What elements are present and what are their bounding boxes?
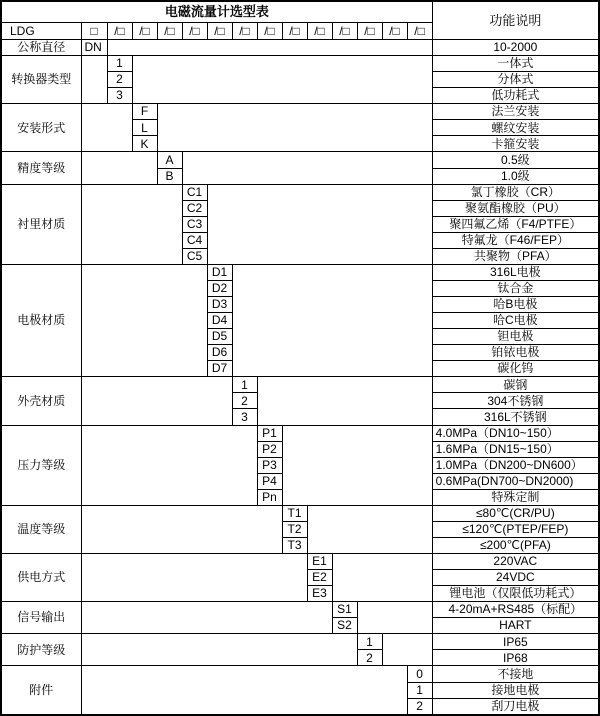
- merged-empty-cell: [81, 104, 132, 152]
- category-label: 温度等级: [1, 505, 81, 553]
- option-row: [1, 377, 599, 393]
- option-description: 一体式: [432, 56, 599, 72]
- option-description: 卡箍安装: [432, 136, 599, 152]
- option-code: D4: [207, 313, 232, 329]
- merged-empty-cell: [232, 264, 432, 376]
- category-label: 公称直径: [1, 40, 81, 56]
- merged-empty-cell: [81, 505, 282, 553]
- option-code: T2: [282, 521, 307, 537]
- option-row: [1, 634, 599, 650]
- merged-empty-cell: [81, 377, 232, 425]
- option-description: 碳钢: [432, 377, 599, 393]
- option-description: ≤200℃(PFA): [432, 537, 599, 553]
- option-description: 锂电池（仅限低功耗式）: [432, 586, 599, 602]
- option-code: E3: [307, 586, 332, 602]
- merged-empty-cell: [282, 425, 432, 505]
- option-description: 1.0级: [432, 168, 599, 184]
- option-description: 220VAC: [432, 554, 599, 570]
- option-description: 特氟龙（F46/FEP）: [432, 232, 599, 248]
- merged-empty-cell: [307, 505, 432, 553]
- option-description: 钽电极: [432, 329, 599, 345]
- option-code: P2: [257, 441, 282, 457]
- category-label: 安装形式: [1, 104, 81, 152]
- option-description: ≤120℃(PTEP/FEP): [432, 521, 599, 537]
- slash-box-placeholder: /□: [132, 23, 157, 40]
- option-code: C5: [182, 248, 207, 264]
- slash-box-placeholder: /□: [107, 23, 132, 40]
- option-code: 1: [357, 634, 382, 650]
- option-code: Pn: [257, 489, 282, 505]
- option-description: 钛合金: [432, 280, 599, 296]
- option-code: D1: [207, 264, 232, 280]
- option-description: 聚四氟乙烯（F4/PTFE）: [432, 216, 599, 232]
- option-code: A: [157, 152, 182, 168]
- option-description: 24VDC: [432, 570, 599, 586]
- option-description: 0.5级: [432, 152, 599, 168]
- option-description: 法兰安装: [432, 104, 599, 120]
- option-description: 304不锈钢: [432, 393, 599, 409]
- slash-box-placeholder: /□: [382, 23, 407, 40]
- option-description: 4-20mA+RS485（标配）: [432, 602, 599, 618]
- table-title: 电磁流量计选型表: [1, 1, 432, 23]
- model-prefix: LDG: [1, 23, 81, 40]
- option-row: [1, 152, 599, 168]
- option-code: 2: [407, 698, 432, 715]
- option-description: 1.0MPa（DN200~DN600）: [432, 457, 599, 473]
- option-code: D6: [207, 345, 232, 361]
- slash-box-placeholder: /□: [207, 23, 232, 40]
- option-code: S2: [332, 618, 357, 634]
- merged-empty-cell: [81, 554, 307, 602]
- category-label: 供电方式: [1, 554, 81, 602]
- title-row: [1, 1, 599, 23]
- slash-box-placeholder: /□: [157, 23, 182, 40]
- option-row: [1, 184, 599, 200]
- merged-empty-cell: [81, 152, 157, 184]
- merged-empty-cell: [182, 152, 432, 184]
- option-description: 4.0MPa（DN10~150）: [432, 425, 599, 441]
- option-row: [1, 666, 599, 682]
- merged-empty-cell: [81, 425, 257, 505]
- option-description: 316L电极: [432, 264, 599, 280]
- category-label: 压力等级: [1, 425, 81, 505]
- option-code: 3: [107, 88, 132, 104]
- option-code: D7: [207, 361, 232, 377]
- slash-box-placeholder: /□: [232, 23, 257, 40]
- option-code: P1: [257, 425, 282, 441]
- option-code: DN: [81, 40, 107, 56]
- option-code: C2: [182, 200, 207, 216]
- option-row: [1, 56, 599, 72]
- option-description: 铂铱电极: [432, 345, 599, 361]
- option-code: S1: [332, 602, 357, 618]
- merged-empty-cell: [107, 40, 432, 56]
- option-code: F: [132, 104, 157, 120]
- option-row: [1, 505, 599, 521]
- category-label: 防护等级: [1, 634, 81, 666]
- option-row: [1, 602, 599, 618]
- option-code: P4: [257, 473, 282, 489]
- category-label: 信号输出: [1, 602, 81, 634]
- option-row: [1, 104, 599, 120]
- option-code: C3: [182, 216, 207, 232]
- option-code: D5: [207, 329, 232, 345]
- merged-empty-cell: [81, 634, 357, 666]
- merged-empty-cell: [382, 634, 432, 666]
- merged-empty-cell: [157, 104, 432, 152]
- option-code: T1: [282, 505, 307, 521]
- option-description: 低功耗式: [432, 88, 599, 104]
- option-code: 2: [357, 650, 382, 666]
- slash-box-placeholder: /□: [257, 23, 282, 40]
- option-description: 分体式: [432, 72, 599, 88]
- option-code: C1: [182, 184, 207, 200]
- option-description: 10-2000: [432, 40, 599, 56]
- option-row: [1, 264, 599, 280]
- slash-box-placeholder: /□: [282, 23, 307, 40]
- merged-empty-cell: [81, 56, 107, 104]
- category-label: 转换器类型: [1, 56, 81, 104]
- option-code: 2: [232, 393, 257, 409]
- option-code: 1: [407, 682, 432, 698]
- option-code: 1: [107, 56, 132, 72]
- option-code: E2: [307, 570, 332, 586]
- option-code: E1: [307, 554, 332, 570]
- option-description: 碳化钨: [432, 361, 599, 377]
- merged-empty-cell: [357, 602, 432, 634]
- merged-empty-cell: [81, 666, 407, 715]
- option-code: B: [157, 168, 182, 184]
- merged-empty-cell: [257, 377, 432, 425]
- option-code: P3: [257, 457, 282, 473]
- option-code: 3: [232, 409, 257, 425]
- slash-box-placeholder: /□: [357, 23, 382, 40]
- option-description: ≤80℃(CR/PU): [432, 505, 599, 521]
- option-description: IP68: [432, 650, 599, 666]
- option-description: 氯丁橡胶（CR）: [432, 184, 599, 200]
- slash-box-placeholder: /□: [307, 23, 332, 40]
- category-label: 精度等级: [1, 152, 81, 184]
- option-code: L: [132, 120, 157, 136]
- option-row: [1, 40, 599, 56]
- merged-empty-cell: [332, 554, 432, 602]
- option-code: 1: [232, 377, 257, 393]
- category-label: 附件: [1, 666, 81, 715]
- function-column-header: 功能说明: [432, 1, 599, 40]
- option-code: D3: [207, 297, 232, 313]
- merged-empty-cell: [132, 56, 432, 104]
- merged-empty-cell: [81, 184, 182, 264]
- option-code: 2: [107, 72, 132, 88]
- option-description: 316L不锈钢: [432, 409, 599, 425]
- option-description: 刮刀电极: [432, 698, 599, 715]
- slash-box-placeholder: /□: [182, 23, 207, 40]
- option-code: C4: [182, 232, 207, 248]
- category-label: 电极材质: [1, 264, 81, 376]
- option-description: 特殊定制: [432, 489, 599, 505]
- option-description: 哈C电极: [432, 313, 599, 329]
- option-row: [1, 425, 599, 441]
- merged-empty-cell: [81, 602, 332, 634]
- option-description: 聚氨酯橡胶（PU）: [432, 200, 599, 216]
- option-code: K: [132, 136, 157, 152]
- merged-empty-cell: [207, 184, 432, 264]
- option-description: 0.6MPa(DN700~DN2000): [432, 473, 599, 489]
- option-description: HART: [432, 618, 599, 634]
- category-label: 外壳材质: [1, 377, 81, 425]
- option-description: 1.6MPa（DN15~150）: [432, 441, 599, 457]
- option-description: 螺纹安装: [432, 120, 599, 136]
- slash-box-placeholder: /□: [332, 23, 357, 40]
- option-code: D2: [207, 280, 232, 296]
- option-description: 共聚物（PFA）: [432, 248, 599, 264]
- option-row: [1, 554, 599, 570]
- category-label: 衬里材质: [1, 184, 81, 264]
- option-description: 哈B电极: [432, 297, 599, 313]
- code-box-placeholder: □: [81, 23, 107, 40]
- option-description: IP65: [432, 634, 599, 650]
- option-description: 接地电极: [432, 682, 599, 698]
- option-description: 不接地: [432, 666, 599, 682]
- slash-box-placeholder: /□: [407, 23, 432, 40]
- option-code: 0: [407, 666, 432, 682]
- merged-empty-cell: [81, 264, 207, 376]
- option-code: T3: [282, 537, 307, 553]
